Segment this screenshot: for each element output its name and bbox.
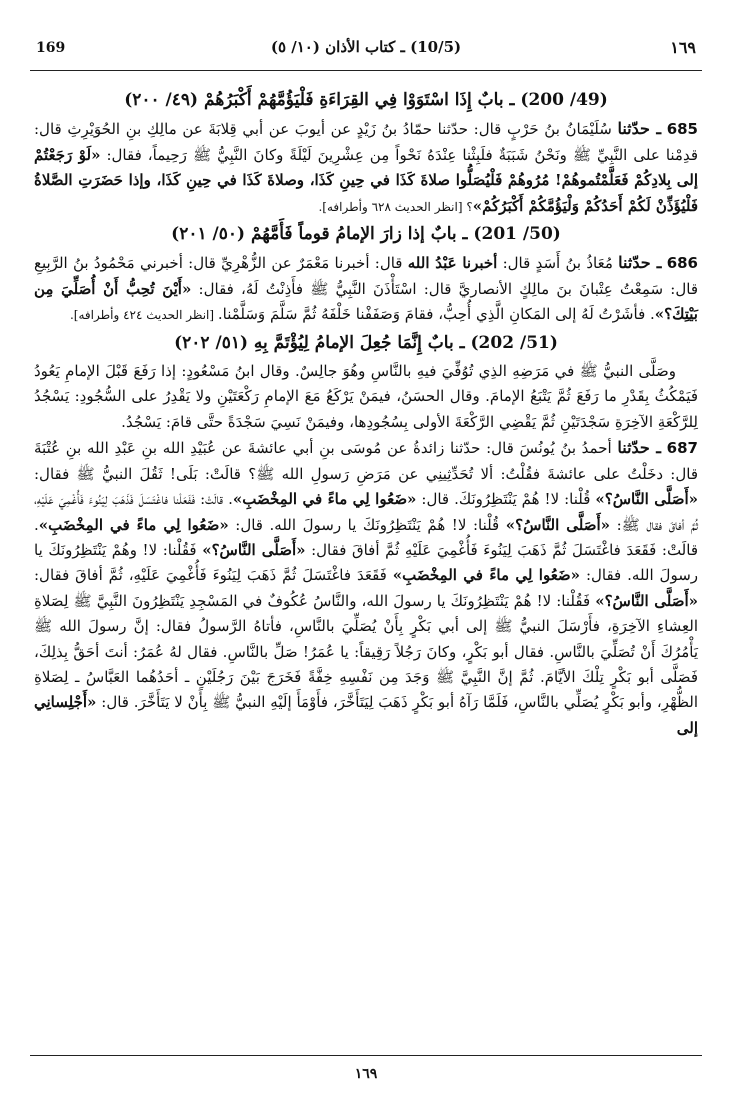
header-rule [30, 70, 702, 71]
hadith-quote: «أَجْلِسانِي إلى [34, 693, 698, 737]
hadith-keyword: ـ حدّثنا [617, 119, 662, 139]
hadith-text: فَقُلْنا: لا! هُمْ يَنْتَظِرُونَكَ يا رسولَ الله، والنَّاسُ عُكُوفٌ في المَسْجِدِ يَنْتَظِرُونَ النَّبِيَّ ﷺ لِصَلاةِ العِشاءِ الآخِرَةِ، فأَرْسَلَ النبيُّ ﷺ إلى أبي بَكْرٍ بِأَنْ يُصَلِّيَ بالنَّاسِ، فأتاهُ الرَّسولُ فقال: إنَّ رسولَ الله ﷺ يَأْمُرُكَ أَنْ تُصَلِّيَ بالنَّاسِ. فقال أبو بَكْرٍ، وكانَ رَجُلاً رَقِيقاً: يا عُمَرُ! صَلِّ بالنَّاسِ. فقال لهُ عُمَرُ: أنتَ أحَقُّ بِذلِكَ، فَصَلَّى أبو بَكْرٍ تِلْكَ الأيَّامَ. ثُمَّ إنَّ النَّبِيَّ ﷺ وَجَدَ مِن نَفْسِهِ خِفَّةً فَخَرَجَ بَيْنَ رَجُلَيْنِ ـ أحَدُهُما العَبَّاسُ ـ لِصَلاةِ الظُّهْرِ، وأبو بَكْرٍ يُصَلِّي بالنَّاسِ، فَلَمَّا رَآهُ أبو بَكْرٍ ذَهَبَ لِيَتَأَخَّرَ، فأَوْمَأَ إلَيْهِ النبيُّ ﷺ بِأَنْ لا يَتَأَخَّرَ. قال: [34, 591, 698, 712]
footer-rule [30, 1055, 702, 1056]
hadith-text: قُلْنا: لا! هُمْ يَنْتَظِرُونَكَ. قال: [416, 490, 596, 509]
hadith-quote: «أَصَلَّى النَّاسُ؟» [505, 515, 611, 534]
chapter-51-text: وصَلَّى النبيُّ ﷺ في مَرَضِهِ الذِي تُوُفِّيَ فيهِ بالنَّاسِ وهُوَ جالِسٌ. وقال ابنُ مَسْعُودٍ: إذا رَفَعَ قَبْلَ الإمامِ يَعُودُ فَيَمْكُثُ بِقَدْرِ ما رَفَعَ ثُمَّ يَتْبَعُ الإمامَ. وقال الحسَنُ، فيمَنْ يَرْكَعُ مَعَ الإمامِ رَكْعَتَيْنِ ولا يَقْدِرُ على السُّجُودِ: يَسْجُدُ لِلرَّكْعَةِ الآخِرَةِ سَجْدَتَيْنِ ثُمَّ يَقْضِي الرَّكْعَةَ الأولى بِسُجُودِها، وفيمَنْ نَسِيَ سَجْدَةً حتَّى قامَ: يَسْجُدُ. [34, 362, 698, 431]
hadith-quote: «أَيْنَ تُحِبُّ أَنْ أُصَلِّيَ مِن بَيْتِكَ؟» [34, 279, 698, 324]
page-number-arabic: ١٦٩ [670, 38, 696, 57]
cross-reference: [انظر الحديث ٤٢٤ وأطرافه]. [69, 308, 218, 323]
hadith-quote: «أَصَلَّى النَّاسُ؟» [595, 591, 698, 610]
running-title: (10/5) ـ كتاب الأذان (١٠/ ٥) [270, 38, 462, 56]
hadith-text: فَقَعَدَ فاغْتَسَلَ ثُمَّ ذَهَبَ لِيَنُوءَ فَأُغْمِيَ عَلَيْهِ، ثُمَّ أفاقَ فقال: [34, 566, 393, 585]
hadith-text: أحمدُ بنُ يُونُسَ قال: حدّثنا زائدةُ عن مُوسَى بنِ أبي عائشةَ عن عُبَيْدِ الله بنِ عَبْدِ الله بنِ عُتْبَةَ قال: دخَلْتُ على عائشةَ فقُلْتُ: ألا تُحَدِّثِينِي عن مَرَضِ رَسولِ الله ﷺ؟ قالَتْ: بَلَى! ثَقُلَ النبيُّ ﷺ فقال: [34, 439, 698, 483]
narrator-bold: أخبرنا عَبْدُ الله [407, 254, 498, 273]
hadith-keyword: ـ حدّثنا [618, 253, 662, 273]
hadith-quote: «ضَعُوا لِي ماءً في المِخْضَبِ» [232, 490, 417, 509]
hadith-number: 685 [666, 120, 698, 139]
page-body [34, 86, 698, 741]
hadith-text: . فأشَرْتُ لَهُ إلى المَكانِ الَّذِي أُحِبُّ، فقامَ وَصَفَفْنا خَلْفَهُ ثُمَّ سَلَّمَ وَسَلَّمْنا. [217, 305, 655, 324]
hadith-number: 686 [666, 254, 698, 273]
hadith-text: سُلَيْمَانُ بنُ حَرْبٍ قال: حدّثنا حمّادُ بنُ زَيْدٍ عن أيوبَ عن أبي قِلابَةَ عن مالِكِ بنِ الحُوَيْرِثِ قال: قدِمْنا على النَّبِيِّ ﷺ ونَحْنُ شَبَبَةٌ فلَبِثْنا عِنْدَهُ نَحْواً مِن عِشْرِينَ لَيْلَةً وكانَ النَّبِيُّ ﷺ رَحِيماً، فقال: [34, 120, 698, 164]
page-number-latin: 169 [36, 40, 66, 56]
chapter-heading-50: (50/ 201) ـ بابٌ إذا زارَ الإمامُ قوماً فَأَمَّهُمْ (٥٠/ ٢٠١) [171, 224, 561, 245]
page-header [30, 26, 702, 62]
hadith-keyword: ـ حدّثنا [617, 438, 661, 458]
chapter-heading-51: (51/ 202) ـ بابٌ إِنَّمَا جُعِلَ الإمامُ لِيُؤْتَمَّ بِهِ (٥١/ ٢٠٢) [174, 332, 558, 353]
hadith-text: قال: أخبرنا مَعْمَرٌ عن الزُّهْرِيِّ قال: أخبرني مَحْمُودُ بنُ الرَّبِيعِ قال: سَمِعْتُ عِتْبانَ بنَ مالِكٍ الأنصاريَّ قال: اسْتَأْذَنَ النَّبِيُّ ﷺ فأَذِنْتُ لَهُ، فقال: [34, 254, 698, 298]
hadith-686 [34, 250, 698, 328]
hadith-text: قُلْنا: لا! هُمْ يَنْتَظِرُونَكَ يا رسولَ الله. قال: [228, 515, 506, 534]
hadith-687 [34, 435, 698, 741]
hadith-quote: «لَوْ رَجَعْتُمْ إلى بِلادِكُمْ فَعَلَّمْتُموهُمْ! مُرُوهُمْ فَلْيُصَلُّوا صلاةَ كَذَا في حِينِ كَذَا، وصلاةَ كَذَا في حِينِ كَذَا، وإذا حَضَرَتِ الصَّلاةُ فَلْيُؤَذِّنْ لَكُمْ أَحَدُكُمْ وَلْيَؤُمَّكُمْ أَكْبَرُكُمْ» [34, 145, 698, 215]
hadith-quote: «أَصَلَّى النَّاسُ؟» [595, 490, 699, 509]
hadith-text: . قالَتْ: فَقَعَدَ فاغْتَسَلَ ثُمَّ ذَهَبَ لِيَنُوءَ فَأُغْمِيَ عَلَيْهِ ثُمَّ أفاقَ فقال: [34, 515, 698, 559]
cross-reference: ؟ [انظر الحديث ٦٢٨ وأطرافه]. [318, 199, 473, 214]
footer-page-number: ١٦٩ [354, 1066, 378, 1082]
hadith-text: . قالَتْ: فَفَعَلْنا فاغْتَسَلَ فَذَهَبَ لِيَنُوءَ فَأُغْمِيَ عَلَيْهِ، ثُمَّ أفاقَ فقال ﷺ: [34, 490, 699, 534]
hadith-quote: «ضَعُوا لِي ماءً في المِخْضَبِ» [38, 515, 229, 534]
hadith-text: مُعَاذُ بنُ أَسَدٍ قال: [497, 254, 613, 273]
hadith-quote: «ضَعُوا لِي ماءً في المِخْضَبِ» [392, 566, 581, 585]
hadith-685 [34, 116, 698, 220]
hadith-number: 687 [666, 439, 698, 458]
hadith-text: فَقُلْنا: لا! وهُمْ يَنْتَظِرُونَكَ يا رسولَ الله. فقال: [34, 540, 699, 585]
hadith-quote: «أَصَلَّى النَّاسُ؟» [202, 540, 306, 559]
chapter-heading-49: (49/ 200) ـ بابٌ إِذَا اسْتَوَوْا فِي القِرَاءَةِ فَلْيَؤُمَّهُمْ أَكْبَرُهُمْ (٤٩/ ٢٠٠) [124, 90, 608, 110]
